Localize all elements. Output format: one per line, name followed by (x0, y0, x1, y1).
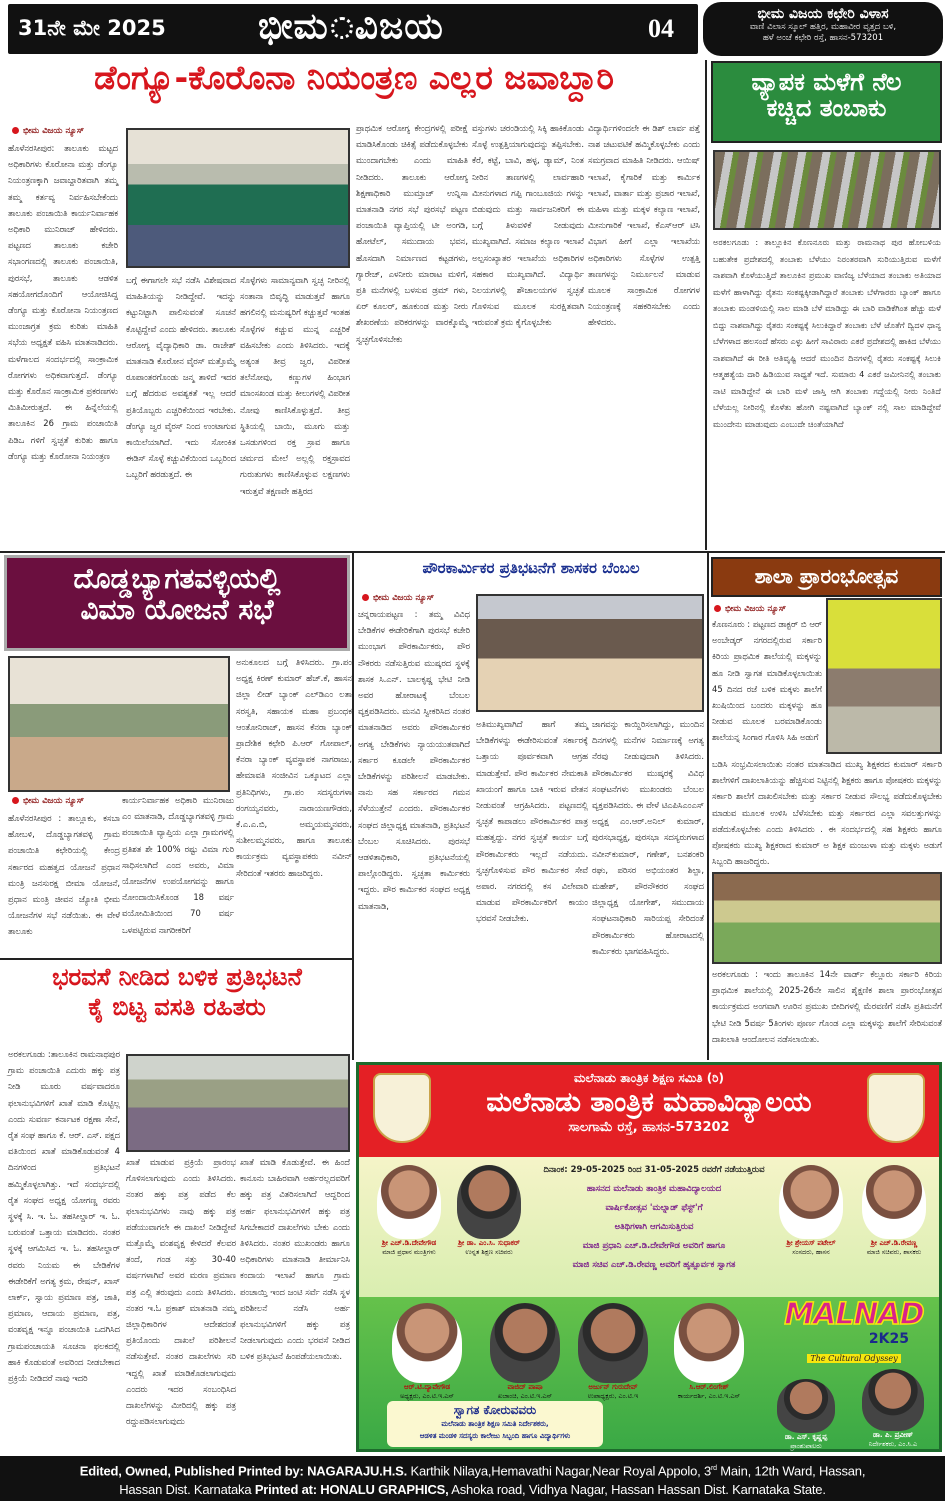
welcome-title: ಸ್ವಾಗತ ಕೋರುವವರು (453, 1403, 537, 1417)
printer-address: Ashoka road, Vidhya Nagar, Hassan Hassan Dist. Karnataka State. (451, 1482, 826, 1498)
ad-welcome-box (387, 1401, 603, 1447)
guest-name: ಶ್ರೀ ಎಚ್.ಡಿ.ರೇವಣ್ಣ (870, 1239, 918, 1247)
story2-headline-box (711, 61, 942, 143)
story5-photo-school-lunch (826, 598, 942, 754)
host-role: ಖಜಾಂಚಿ, ಎಂ.ಟಿ.ಇ.ಎಸ್ (497, 1392, 553, 1400)
story1-col1: ಹೊಳೆನರಸೀಪುರ: ತಾಲೂಕು ಮಟ್ಟದ ಅಧಿಕಾರಿಗಳು ಕೊರೋನಾ ಮತ್ತು ಡೆಂಗ್ಯೂ ನಿಯಂತ್ರಣಕ್ಕಾಗಿ ಜವಾಬ್ದಾರಿತವಾಗಿ ತಮ್ಮ ತಮ್ಮ ಕರ್ತವ್ಯ ನಿರ್ವಹಿಸಬೇಕೆಂದು ತಾಲೂಕು ಪಂಚಾಯಿತಿ ಕಾರ್ಯನಿರ್ವಾಹಕ ಅಧಿಕಾರಿ ಮುನಿರಾಜ್ ಹೇಳಿದರು. ಪಟ್ಟಣದ ತಾಲೂಕು ಕಚೇರಿ ಸಭಾಂಗಣದಲ್ಲಿ ತಾಲೂಕು ಪಂಚಾಯಿತಿ, ಪುರಸಭೆ, ತಾಲೂಕು ಆಡಳಿತ ಸಹಯೋಗದೊಂದಿಗೆ ಆಯೋಜಿಸಿದ್ದ ಡೆಂಗ್ಯೂ ಮತ್ತು ಕೊರೋನಾ ನಿಯಂತ್ರಣದ ಮುಂಜಾಗ್ರತ ಕ್ರಮ ಕುರಿತು ಮಾಹಿತಿ ಸಭೆಯ ಅಧ್ಯಕ್ಷತೆ ವಹಿಸಿ ಮಾತನಾಡಿದರು. ಮಳೆಗಾಲದ ಸಂದರ್ಭದಲ್ಲಿ ಸಾಂಕ್ರಾಮಿಕ ರೋಗಗಳು ಅಧಿಕವಾಗುತ್ತದೆ. ಡೆಂಗ್ಯೂ ಮತ್ತು ಕೊರೊನ ಸಾಂಕ್ರಾಮಿಕ ಪ್ರಕರಣಗಳು ಮಿತಿಮೀರುತ್ತದೆ. ಈ ಹಿನ್ನೆಲೆಯಲ್ಲಿ ತಾಲೂಕಿನ 26 ಗ್ರಾಮ ಪಂಚಾಯಿತಿ ಪಿಡಿಒ ಗಳಿಗೆ ಸ್ವಚ್ಛತೆ ಕುರಿತು ಹಾಗೂ ಡೆಂಗ್ಯೂ ಮತ್ತು ಕೊರೋನಾ ನಿಯಂತ್ರಣ (8, 143, 118, 461)
story1-col3: ಸೊಳ್ಳೆಗಳು ಸಾಮಾನ್ಯವಾಗಿ ಸ್ವಚ್ಛ ನೀರಿನಲ್ಲಿ ಸಂತಾನಾ ಬಿವೃದ್ಧಿ ಮಾಡುತ್ತವೆ ಹಾಗೂ ಹಗಲಿನಲ್ಲಿ ಮನುಷ್ಯರಿಗೆ ಕಚ್ಚುತ್ತವೆ ಇಂತಹ ಸೊಳ್ಳೆಗಳ ಕಚ್ಚುವ ಮುನ್ನ ಎಚ್ಚರಿಕೆ ವಹಿಸಬೇಕು ಎಂದು ತಿಳಿಸಿದರು. ಇದಕ್ಕೆ ಅತ್ಯಂತ ತೀವ್ರ ಜ್ವರ, ವಿಪರೀತ ತಲೆನೋವು, ಕಣ್ಣುಗಳ ಹಿಂಭಾಗ ಮಾಂಸಖಂಡ ಮತ್ತು ಕೀಲುಗಳಲ್ಲಿ ವಿಪರೀತ ನೋವು ಕಾಣಿಸಿಕೊಳ್ಳುತ್ತದೆ. ತೀವ್ರ ಸ್ಥಿತಿಯಲ್ಲಿ ಬಾಯಿ, ಮೂಗು ಮತ್ತು ಒಸಡುಗಳಿಂದ ರಕ್ತ ಸ್ರಾವ ಹಾಗೂ ಚರ್ಮದ ಮೇಲೆ ಅಲ್ಲಲ್ಲಿ ರಕ್ತಸ್ರಾವದ ಗುರುತುಗಳು ಕಾಣಿಸಿಕೊಳ್ಳುವ ಲಕ್ಷಣಗಳು ಇರುತ್ತವೆ ತಕ್ಷಣವೇ ಹತ್ತಿರದ (240, 275, 350, 496)
ad-host (479, 1303, 571, 1401)
ad-line-3: ಅತಿಥಿಗಳಾಗಿ ಆಗಮಿಸುತ್ತಿರುವ (614, 1222, 694, 1232)
host-name: ವಾಜಿದ್ ಪಾಷಾ (507, 1383, 543, 1391)
college-advertisement (356, 1062, 942, 1452)
college-emblem-right-icon (867, 1073, 925, 1143)
staff-name: ಡಾ. ಎಸ್. ಕೃಷ್ಣಪ್ಪ (784, 1433, 828, 1441)
guest-role: ಮಾಜಿ ಸಚಿವರು, ಶಾಸಕರು (866, 1248, 922, 1256)
story1-col4: ಪ್ರಾಥಮಿಕ ಆರೋಗ್ಯ ಕೇಂದ್ರಗಳಲ್ಲಿ ಪರೀಕ್ಷೆ ಮಾಡಿಸಿಕೊಂಡು ಚಿಕಿತ್ಸೆ ಪಡೆದುಕೊಳ್ಳಬೇಕು ಮುಂದಾಗಬೇಕು ಎಂದು ಮಾಹಿತಿ ನೀಡಿದರು. ತಾಲೂಕು ಆರೋಗ್ಯ ಶಿಕ್ಷಣಾಧಿಕಾರಿ ಮುಮ್ತಾಜ್ ಉನ್ನಿಸಾ ಮಾತನಾಡಿ ನಗರ ಸಭೆ ಪುರಸಭೆ ಪಟ್ಟಣ ಪಂಚಾಯಿತಿ ವ್ಯಾಪ್ತಿಯಲ್ಲಿ ಟೀ ಅಂಗಡಿ, ಹೋಟೆಲ್, ಸಮುದಾಯ ಭವನ, ಹೊಸದಾಗಿ ನಿರ್ಮಾಣದ ಕಟ್ಟಡಗಳು, ಗ್ಯಾರೇಜ್, ಎಳನೀರು ಮಾರಾಟ ಮಳಿಗೆ, ಪ್ರತಿ ಮನೆಗಳಲ್ಲಿ ಬಳಸುವ ಡ್ರಮ್ ಗಳು, ಏರ್ ಕೂಲರ್, ಹೂಕುಂಡ ಮತ್ತು ನೀರು ಶೇಖರಣೆಯ ಪರಿಕರಗಳನ್ನು ವಾರಕ್ಕೊಮ್ಮೆ ಸ್ವಚ್ಛಗೊಳಿಸಬೇಕು (356, 123, 468, 344)
fest-logo-text: MALNAD (784, 1297, 924, 1332)
chakra-icon (331, 17, 353, 39)
column-divider (352, 553, 354, 1060)
ad-host (659, 1303, 759, 1401)
section-divider (0, 551, 945, 553)
host-role: ಕಾರ್ಯದರ್ಶಿ, ಎಂ.ಟಿ.ಇ.ಎಸ್ (677, 1392, 741, 1400)
publisher-address: Karthik Nilaya,Hemavathi Nagar,Near Royal Appolo, 3 (410, 1463, 711, 1479)
page-number: 04 (648, 14, 674, 43)
story6-col1: ಅರಕಲಗೂಡು :ತಾಲೂಕಿನ ರಾಮನಾಥಪುರ ಗ್ರಾಮ ಪಂಚಾಯಿತಿ ಎದುರು ಹಕ್ಕು ಪತ್ರ ನೀಡಿ ಮೂರು ವರ್ಷವಾದರೂ ಫಲಾನುಭವಿಗಳಿಗೆ ಖಾತೆ ಮಾಡಿ ಕೊಟ್ಟಿಲ್ಲ ಎಂದು ಸುವರ್ಣ ಕರ್ನಾಟಕ ರಕ್ಷಣಾ ಸೇನೆ, ರೈತ ಸಂಘ ಹಾಗೂ ಕೆ. ಆರ್. ಎಸ್. ಪಕ್ಷದ ವತಿಯಿಂದ ಖಾತೆ ಮಾಡಿಕೊಡುವಂತೆ 4 ದಿನಗಳಿಂದ ಪ್ರತಿಭಟನೆ ಹಮ್ಮಿಕೊಳ್ಳಲಾಗಿತ್ತು. ಇದೆ ಸಂದರ್ಭದಲ್ಲಿ ರೈತ ಸಂಘದ ಅಧ್ಯಕ್ಷ ಯೋಗಣ್ಣ ರವರು ಸ್ಥಳಕ್ಕೆ ಸಿ. ಇ. ಓ. ತಹಸೀಲ್ದಾರ್ ಇ. ಓ. ಬರುವಂತೆ ಒತ್ತಾಯ ಮಾಡಿದರು. ನಂತರ ಸ್ಥಳಕ್ಕೆ ಆಗಮಿಸಿದ ಇ. ಓ. ತಹಸೀಲ್ದಾರ್ ರವರು ನಿಯಮ ಈ ಬೇಡಿಕೆಗಳ ಈಡೇರಿಕೆಗೆ ಅಗತ್ಯ ಕ್ರಮ, ರೇಷನ್, ಖಾಸ್ ಲಾರ್ಕ್, ಸ್ವಾಯ ಪ್ರಮಾಣ ಪತ್ರ, ಜಾತಿ, ಪ್ರಮಾಣ, ಆದಾಯ ಪ್ರಮಾಣ, ಪತ್ರ, ವಂಶವೃಕ್ಷ ಇನ್ನೂ ಪಂಚಾಯಿತಿ ಒದಗಿಸಿದ ಗ್ರಾಮಪಂಚಾಯತಿ ಸೂಚನಾ ಫಲಕದಲ್ಲಿ ಹಾಕಿ ಕೊಡುವಂತೆ ಅವರಿಂದ ನೀಡಬೇಕಾದ ಪ್ರಕ್ರಿಯೆ ನೀಡಿದರೆ ನಾವು ಇದರಿ (8, 1049, 120, 1384)
guest-photo (779, 1165, 843, 1239)
host-name: ಸಿ.ಆರ್.ಲಿಂಗೇಶ್ (689, 1383, 729, 1391)
story5-byline (714, 602, 824, 616)
story1-col5: ವಸ್ತುಗಳು ಚರಂಡಿಯಲ್ಲಿ ಸಿಕ್ಕಿ ಹಾಕಿಕೊಂಡು ಸೊಳ್ಳೆ ಉತ್ಪತ್ತಿಯಾಗುವುದನ್ನು ತಪ್ಪಿಸಬೇಕು. ಕೆರೆ, ಕಟ್ಟೆ, ಬಾವಿ, ಹಳ್ಳ, ಡ್ಯಾಮ್, ನಿಂತ ನೀರಿನ ತಾಣಗಳಲ್ಲಿ ಲಾರ್ವಹಾರಿ ಮೀನುಗಳಾದ ಗಪ್ಪಿ ಗಾಂಬೂಜಿಯ ಗಳನ್ನು ಬಿಡುವುದು ಮತ್ತು ಸಾರ್ವಜನಿಕರಿಗೆ ಈ ಬಗ್ಗೆ ತಿಳುವಳಿಕೆ ನೀಡುವುದು ಮುಖ್ಯವಾಗಿದೆ. ಸಮಾಜ ಕಲ್ಯಾಣ ಇಲಾಖೆ ಅಲ್ಪಸಂಖ್ಯಾತರ ಇಲಾಖೆಯ ಅಧಿಕಾರಿಗಳ ಸಹಕಾರ ಮುಖ್ಯವಾಗಿದೆ. ವಿದ್ಯಾರ್ಥಿ ನಿಲಯಗಳಲ್ಲಿ ಶೌಚಾಲಯಗಳ ಸ್ವಚ್ಛತೆ ಗೊಳಿಸುವ ಮೂಲಕ ಸುರಕ್ಷಿತವಾಗಿ ಇರುವಂತೆ ಕ್ರಮ ಕೈಗೊಳ್ಳಬೇಕು (472, 123, 584, 328)
host-role: ಅಧ್ಯಕ್ಷರು, ಎಂ.ಟಿ.ಇ.ಎಸ್ (400, 1392, 454, 1400)
story4-col2: ಅತಿಮುಖ್ಯವಾಗಿದೆ ಹಾಗೆ ತಮ್ಮ ಬೇಡಿಕೆಗಳನ್ನು ಈಡೇರಿಸುವಂತೆ ಸರ್ಕಾರಕ್ಕೆ ಒತ್ತಾಯ ಪೂರ್ವಕವಾಗಿ ಆಗ್ರಹ ಮಾಡುತ್ತೇವೆ. ಪೌರ ಕಾರ್ಮಿಕರ ನೇಮಕಾತಿ ಖಾಯಂಗೆ ಹಾಗೂ ಬಾಕಿ ಇರುವ ವೇತನ ನೀಡುವಂತೆ ಆಗ್ರಹಿಸಿದರು. ಪಟ್ಟಣದಲ್ಲಿ ಸ್ವಚ್ಛತೆ ಕಾಪಾಡಲು ಪೌರಕಾರ್ಮಿಕರ ಪಾತ್ರ ಮಹತ್ವದ್ದು. ನಗರ ಸ್ವಚ್ಛತೆ ಕಾರ್ಯ ಬಗ್ಗೆ ಪೌರಕಾರ್ಮಿಕರು ಇಲ್ಲದೆ ನಡೆಯದು. ಸ್ವಚ್ಛಗೊಳಿಸುವ ಪೌರ ಕಾರ್ಮಿಕರ ಸೇವೆ ಅಪಾರ. ನಗರದಲ್ಲಿ ಕಸ ವಿಲೇವಾರಿ ಮಾಡುವ ಪೌರಕಾರ್ಮಿಕರಿಗೆ ಕಾಯಂ ಭರವಸೆ ನೀಡಬೇಕು. (476, 719, 588, 924)
story4-col3: ಜಾಗವನ್ನು ಕಾಯ್ದಿರಿಸಲಾಗಿದ್ದು, ಮುಂದಿನ ದಿನಗಳಲ್ಲಿ ಮನೆಗಳ ನಿರ್ಮಾಣಕ್ಕೆ ಅಗತ್ಯ ನೆರವು ನೀಡುವುದಾಗಿ ತಿಳಿಸಿದರು. ಪೌರಕಾರ್ಮಿಕರ ಮುಷ್ಕರಕ್ಕೆ ವಿವಿಧ ಸಂಘಟನೆಗಳು ಮುಖಂಡರು ಬೆಂಬಲ ವ್ಯಕ್ತಪಡಿಸಿದರು. ಈ ವೇಳೆ ಟಿಎಪಿಸಿಎಂಎಸ್ ಅಧ್ಯಕ್ಷ ಎಂ.ಆರ್.ಅನಿಲ್ ಕುಮಾರ್, ಪುರಸಭಾಧ್ಯಕ್ಷ, ಪುರಸಭಾ ಸದಸ್ಯರುಗಳಾದ ನವೀನ್‌ಕುಮಾರ್, ಗಣೇಶ್, ಬನಶಂಕರಿ ರಘು, ಪರಿಸರ ಅಭಿಯಂತರ ಶಿಲ್ಪಾ, ಮಹೇಶ್, ಪೌರನೌಕರರ ಸಂಘದ ಜಿಲ್ಲಾಧ್ಯಕ್ಷ ಯೋಗೇಶ್, ಸಮುದಾಯ ಸಂಘಟನಾಧಿಕಾರಿ ಸಾರಿಯಪ್ಪ ಸೇರಿದಂತೆ ಪೌರಕಾರ್ಮಿಕರು ಹೋರಾಟದಲ್ಲಿ ಕಾರ್ಮಿಕರು ಭಾಗವಹಿಸಿದ್ದರು. (592, 719, 704, 956)
office-address-line-1: ವಾಣಿ ವಿಲಾಸ ಸ್ಕೂಲ್ ಹತ್ತಿರ, ಮಹಾವೀರ ವೃತ್ತದ ಬಳಿ, (749, 22, 897, 32)
story5-col1: ಕೊಣನೂರು : ಪಟ್ಟಣದ ಡಾಕ್ಟರ್ ಬಿ ಆರ್ ಅಂಬೇಡ್ಕರ್ ನಗರದಲ್ಲಿರುವ ಸರ್ಕಾರಿ ಕಿರಿಯ ಪ್ರಾಥಮಿಕ ಶಾಲೆಯಲ್ಲಿ ಮಕ್ಕಳನ್ನು ಹೂ ನೀಡಿ ಸ್ವಾಗತ ಮಾಡಿಕೊಳ್ಳಲಾಯಿತು 45 ದಿನದ ರಜೆ ಬಳಿಕ ಮಕ್ಕಳು ಶಾಲೆಗೆ ಖುಷಿಯಿಂದ ಬಂದರು ಮಕ್ಕಳನ್ನು ಹೂ ನೀಡುವ ಮೂಲಕ ಬರಮಾಡಿಕೊಂಡು ಶಾಲೆಯನ್ನ ಸಿಂಗಾರ ಗೊಳಿಸಿ ಸಿಹಿ ಅಡುಗೆ (712, 619, 822, 743)
story3-photo-insurance-meeting (8, 656, 230, 792)
staff-role: ನಿರ್ದೇಶಕರು, ಎಂ.ಸಿ.ಎ (868, 1440, 918, 1448)
story5-col3: ಅರಕಲಗೂಡು : ಇಂದು ತಾಲೂಕಿನ 14ನೇ ವಾರ್ಡ್ ಕೆಲ್ಲೂರು ಸರ್ಕಾರಿ ಕಿರಿಯ ಪ್ರಾಥಮಿಕ ಶಾಲೆಯಲ್ಲಿ 2025-26ನೇ ಸಾಲಿನ ಶೈಕ್ಷಣಿಕ ಶಾಲಾ ಪ್ರಾರಂಭೋತ್ಸವ ಕಾರ್ಯಕ್ರಮದ ಅಂಗವಾಗಿ ಊರಿನ ಪ್ರಮುಖ ಬೀದಿಗಳಲ್ಲಿ ಮೆರವಣಿಗೆ ನಡೆಸಿ ಪ್ರತಿಮನೆಗೆ ಭೇಟಿ ನೀಡಿ 5ವರ್ಷ 5ತಿಂಗಳು ಪೂರ್ಣ ಗೊಂಡ ಎಲ್ಲಾ ಮಕ್ಕಳನ್ನು ಶಾಲೆಗೆ ಸೇರಿಸುವಂತೆ ದಾಖಲಾತಿ ಆಂದೋಲನ ನಡೆಸಲಾಯಿತು. (712, 969, 942, 1044)
fest-year: 2K25 (868, 1331, 909, 1347)
guest-role: ಉನ್ನತ ಶಿಕ್ಷಣ ಸಚಿವರು (465, 1248, 513, 1256)
story6-headline-box (4, 962, 350, 1022)
story5-headline: ಶಾಲಾ ಪ್ರಾರಂಭೋತ್ಸವ (754, 564, 899, 588)
ad-line-2: ವಾರ್ಷಿಕೋತ್ಸವ 'ಮಲ್ನಾಡ್ ಫೆಸ್ಟ್'ಗೆ (605, 1203, 703, 1213)
story3-headline-line2: ವಿಮಾ ಯೋಜನೆ ಸಭೆ (80, 592, 274, 626)
office-title: ಭೀಮ ವಿಜಯ ಕಛೇರಿ ವಿಳಾಸ (757, 6, 889, 22)
section-divider (0, 958, 352, 960)
ad-guest (771, 1165, 851, 1257)
publisher-district: Hassan Dist. Karnataka (119, 1482, 252, 1498)
bullet-icon (12, 797, 19, 804)
guest-role: ಸಂಸದರು, ಹಾಸನ (792, 1248, 830, 1256)
staff-photo (777, 1379, 835, 1433)
ad-banner (359, 1065, 939, 1157)
story2-headline-line2: ಕಚ್ಚಿದ ತಂಬಾಕು (766, 94, 887, 123)
story3-col2: ಕಾರ್ಯನಿರ್ವಾಹಕ ಅಧಿಕಾರಿ ಮುನಿರಾಜು ಎಂ ಮಾತನಾಡಿ, ದೊಡ್ಡಬ್ಯಾಗತವಳ್ಳಿ ಗ್ರಾಮ ಪಂಚಾಯಿತಿ ವ್ಯಾಪ್ತಿಯ ಎಲ್ಲಾ ಗ್ರಾಮಗಳಲ್ಲಿ ಪ್ರತಿಶತ ಶೇ 100% ರಷ್ಟು ವಿಮಾ ಗುರಿ ಸಾಧಿಸಲಾಗಿದೆ ಎಂದ ಅವರು, ವಿಮಾ ಯೋಜನೆಗಳ ಉಪಯೋಗವನ್ನು ಹಾಗೂ ನೋಂದಾಯಿಸಿಕೊಂಡ 18 ವರ್ಷ ವಯೋಮಿತಿಯಿಂದ 70 ವರ್ಷ ಒಳಪಟ್ಟಿರುವ ನಾಗರೀಕರಿಗೆ (122, 795, 234, 935)
story1-col2: ಬಗ್ಗೆ ಈಗಾಗಲೇ ಸಭೆ ನಡೆಸಿ ವಿಶೇಷವಾದ ಮಾಹಿತಿಯನ್ನು ನೀಡಿದ್ದೇವೆ. ಇದನ್ನು ಕಟ್ಟುನಿಟ್ಟಾಗಿ ಪಾಲಿಸುವಂತೆ ಸೂಚನೆ ಕೊಟ್ಟಿದ್ದೇವೆ ಎಂದು ಹೇಳಿದರು. ತಾಲೂಕು ಆರೋಗ್ಯ ವೈದ್ಯಾಧಿಕಾರಿ ಡಾ. ರಾಜೇಶ್ ಮಾತನಾಡಿ ಕೊರೋನ ವೈರಸ್ ಮತ್ತೊಮ್ಮೆ ರೂಪಾಂತರಗೊಂಡು ಜನ್ಮ ತಾಳಿದೆ ಇದರ ಬಗ್ಗೆ ಹೆದರುವ ಅವಶ್ಯಕತೆ ಇಲ್ಲ ಆದರೆ ಪ್ರತಿಯೊಬ್ಬರು ಎಚ್ಚರಿಕೆಯಿಂದ ಇರಬೇಕು. ಡೆಂಗ್ಯೂ ಜ್ವರ ವೈರಸ್ ನಿಂದ ಉಂಟಾಗುವ ಕಾಯಿಲೆಯಾಗಿದೆ. ಇದು ಸೋಂಕಿತ ಈಡಿಸ್ ಸೊಳ್ಳೆ ಕಚ್ಚುವಿಕೆಯಿಂದ ಒಬ್ಬರಿಂದ ಒಬ್ಬರಿಗೆ ಹರಡುತ್ತದೆ. ಈ (126, 275, 236, 480)
host-photo (392, 1303, 462, 1383)
story6-photo-protest (126, 1054, 350, 1152)
story1-headline: ಡೆಂಗ್ಯೂ-ಕೊರೊನಾ ನಿಯಂತ್ರಣ ಎಲ್ಲರ ಜವಾಬ್ದಾರಿ (94, 58, 614, 97)
column-divider (705, 60, 707, 550)
story1-photo-meeting (126, 128, 350, 268)
story4-photo-protest (476, 594, 704, 712)
bullet-icon (12, 127, 19, 134)
story3-col1: ಹೊಳೆನರಸೀಪುರ : ತಾಲ್ಲೂಕು, ಕಸಬಾ ಹೋಬಳಿ, ದೊಡ್ಡಬ್ಯಾಗತವಳ್ಳಿ ಗ್ರಾಮ ಪಂಚಾಯಿತಿ ಕಛೇರಿಯಲ್ಲಿ ಕೇಂದ್ರ ಸರ್ಕಾರದ ಮಹತ್ವದ ಯೋಜನೆ ಪ್ರಧಾನ ಮಂತ್ರಿ ಜನಸುರಕ್ಷ ಬೀಮಾ ಯೋಜನೆ, ಪ್ರಧಾನ ಮಂತ್ರಿ ಜೀವನ ಜ್ಯೋತಿ ಭೀಮ ಯೋಜನೆಗಳ ಸಭೆ ನಡೆಯಿತು. ಈ ವೇಳೆ ತಾಲೂಕು (8, 813, 120, 937)
ad-guest (449, 1165, 529, 1257)
ad-invite-text (509, 1161, 799, 1275)
ad-host (381, 1303, 473, 1401)
story6-headline-line2: ಕೈ ಬಿಟ್ಟ ವಸತಿ ರಹಿತರು (88, 993, 266, 1021)
byline-text: ಭೀಮ ವಿಜಯ ನ್ಯೂಸ್ (23, 796, 85, 806)
ad-host (567, 1303, 659, 1401)
story5-photo-school-gate (712, 872, 942, 964)
host-photo (674, 1303, 744, 1383)
ad-line-4: ಮಾಜಿ ಪ್ರಧಾನಿ ಎಚ್.ಡಿ.ದೇವೇಗೌಡ ಅವರಿಗೆ ಹಾಗೂ (582, 1241, 726, 1251)
publisher-label: Edited, Owned, Published Printed by: NAGARAJU.H.S. (79, 1463, 408, 1479)
story6-col2: ಖಾತೆ ಮಾಡುವ ಪ್ರಕ್ರಿಯೆ ಪ್ರಾರಂಭ ಗೊಳಿಸಲಾಗುವುದು ಎಂದು ತಿಳಿಸಿದರು. ನಂತರ ಹಕ್ಕು ಪತ್ರ ಪಡೆದ ಕೆಲ ಫಲಾನುಭವಿಗಳು ನಾವು ಹಕ್ಕು ಪತ್ರ ಪಡೆಯುವಾಗಲೇ ಈ ದಾಖಲೆ ನೀಡಿದ್ದೇವೆ ಮತ್ತೊಮ್ಮೆ ವಂಶವೃಕ್ಷ ಕೇಳಿದರೆ ಕೆಲವರ ತಂದೆ, ಗಂಡ ಸತ್ತು 30-40 ವರ್ಷಗಳಾಗಿವೆ ಅವರ ಮರಣ ಪ್ರಮಾಣ ಪತ್ರ ಎಲ್ಲಿ ತರುವುದು ಎಂದು ತಿಳಿಸಿದರು. ನಂತರ ಇ.ಓ ಪ್ರಕಾಶ್ ಮಾತನಾಡಿ ನಮ್ಮ ಜಿಲ್ಲಾಧಿಕಾರಿಗಳ ಆದೇಶದಂತೆ ಪ್ರತಿಯೊಂದು ದಾಖಲೆ ಪರಿಶೀಲನೆ ನಡೆಸುತ್ತೇವೆ. ನಂತರ ದಾಖಲೆಗಳು ಸರಿ ಇದ್ದಲ್ಲಿ ಖಾತೆ ಮಾಡಿಕೊಡಲಾಗುವುದು ಎಂದರು ಇದರ ಸಂಬಂಧಿಸಿದ ದಾಖಲೆಗಳನ್ನು ಮೀರಿದಲ್ಲಿ ಹಕ್ಕು ಪತ್ರ ರದ್ದುಪಡಿಸಲಾಗುವುದು (126, 1157, 236, 1427)
office-address-line-2: ಹಳೆ ಅಂಚೆ ಕಛೇರಿ ರಸ್ತೆ, ಹಾಸನ-573201 (762, 33, 884, 43)
ad-staff (769, 1379, 843, 1451)
staff-photo (862, 1369, 924, 1431)
welcome-line-1: ಮಲೆನಾಡು ತಾಂತ್ರಿಕ ಶಿಕ್ಷಣ ಸಮಿತಿ ನಿರ್ದೇಶಕರು, (441, 1420, 549, 1428)
logo-left-word: ಭೀಮ (258, 6, 329, 47)
story6-col3: ಖಾತೆ ಮಾಡಿ ಕೊಡುತ್ತೇವೆ. ಈ ಹಿಂದೆ ಕಾನೂನು ಬಾಹಿರವಾಗಿ ಅರ್ಹರಲ್ಲದವರಿಗೆ ಹಕ್ಕು ಪತ್ರ ವಿತರಿಸಲಾಗಿದೆ ಆದ್ದರಿಂದ ಅರ್ಹ ಫಲಾನುಭವಿಗಳಿಗೆ ಹಕ್ಕು ಪತ್ರ ಸಿಗಬೇಕಾದರೆ ದಾಖಲೆಗಳು ಬೇಕು ಎಂದು ತಿಳಿಸಿದರು. ನಂತರ ಮುಖಂಡರು ಹಾಗೂ ಅಧಿಕಾರಿಗಳು ಮಾತನಾಡಿ ತೀರ್ಮಾನಿಸಿ ಕಂದಾಯ ಇಲಾಖೆ ಹಾಗೂ ಗ್ರಾಮ ಪಂಚಾಯ್ತಿ ಇಂದ ಜಂಟಿ ಸರ್ವೆ ನಡೆಸಿ ಸ್ಥಳ ಪರಿಶೀಲನೆ ನಡೆಸಿ ಅರ್ಹ ಫಲಾನುಭವಿಗಳಿಗೆ ಹಕ್ಕು ಪತ್ರ ನೀಡಲಾಗುವುದು ಎಂದು ಭರವಸೆ ನೀಡಿದ ಬಳಿಕ ಪ್ರತಿಭಟನೆ ಹಿಂಪಡೆಯಲಾಯಿತು. (240, 1157, 350, 1362)
host-name: ಅರ್ಜುನ್ ಗುರುದೇವ್ (588, 1383, 638, 1391)
guest-name: ಶ್ರೀ ಡಾ. ಎಂ.ಸಿ. ಸುಧಾಕರ್ (458, 1239, 520, 1247)
story4-byline (362, 591, 472, 605)
ad-society-name: ಮಲೆನಾಡು ತಾಂತ್ರಿಕ ಶಿಕ್ಷಣ ಸಮಿತಿ (ರಿ) (573, 1071, 725, 1085)
imprint-line-2 (0, 1480, 945, 1499)
bullet-icon (362, 594, 369, 601)
story4-headline: ಪೌರಕಾರ್ಮಿಕರ ಪ್ರತಿಭಟನೆಗೆ ಶಾಸಕರ ಬೆಂಬಲ (422, 559, 640, 577)
ad-line-5: ಮಾಜಿ ಸಚಿವ ಎಚ್.ಡಿ.ರೇವಣ್ಣ ಅವರಿಗೆ ಹೃತ್ಪೂರ್ವಕ ಸ್ವಾಗತ (572, 1260, 736, 1270)
byline-text: ಭೀಮ ವಿಜಯ ನ್ಯೂಸ್ (725, 604, 787, 614)
guest-name: ಶ್ರೀ ಶ್ರೇಯಸ್ ಪಟೇಲ್ (786, 1239, 836, 1247)
staff-name: ಡಾ. ಪಿ. ಪ್ರವೀಣ್ (872, 1431, 914, 1439)
imprint-line-1 (0, 1459, 945, 1480)
bullet-icon (714, 605, 721, 612)
host-photo (490, 1303, 560, 1383)
story3-byline (12, 794, 122, 808)
story1-col6: ವಿದ್ಯಾರ್ಥಿಗಳಿಂದಲೇ ಈ ಡಿಶ್ ಲಾರ್ವ ಪತ್ತೆ ನಾಶ ಚಟುವಟಿಕೆ ಹಮ್ಮಿಕೊಳ್ಳಬೇಕು ಎಂದು ಸಮಗ್ರವಾದ ಮಾಹಿತಿ ನೀಡಿದರು. ಆಯಿಷ್ ಇಲಾಖೆ, ಕೈಗಾರಿಕೆ ಮತ್ತು ಕಾರ್ಮಿಕ ಇಲಾಖೆ, ವಾರ್ತಾ ಮತ್ತು ಪ್ರಚಾರ ಇಲಾಖೆ, ಮಹಿಳಾ ಮತ್ತು ಮಕ್ಕಳ ಕಲ್ಯಾಣ ಇಲಾಖೆ, ಮೀನುಗಾರಿಕೆ ಇಲಾಖೆ, ಕೆಎಸ್ಆರ್ ಟಿಸಿ ವಿಭಾಗ ಹೀಗೆ ಎಲ್ಲಾ ಇಲಾಖೆಯ ಅಧಿಕಾರಿಗಳು ಸೊಳ್ಳೆಗಳ ಉತ್ಪತ್ತಿ ತಾಣಗಳನ್ನು ನಿರ್ಮೂಲನೆ ಮಾಡುವ ಮೂಲಕ ಸಾಂಕ್ರಾಮಿಕ ರೋಗಗಳ ನಿಯಂತ್ರಣಕ್ಕೆ ಸಹಕರಿಸಬೇಕು ಎಂದು ಹೇಳಿದರು. (588, 123, 700, 328)
imprint-footer (0, 1456, 945, 1501)
ordinal-suffix: rd (711, 1465, 717, 1472)
ad-staff (853, 1369, 933, 1449)
ad-guest (369, 1165, 449, 1257)
story5-col2: ಬಡಿಸಿ ಸಂಭ್ರಮಿಸಲಾಯಿತು ನಂತರ ಮಾತನಾಡಿದ ಮುಖ್ಯ ಶಿಕ್ಷಕರದ ಕುಮಾರ್ ಸರ್ಕಾರಿ ಶಾಲೆಗಳಿಗೆ ದಾಖಲಾತಿಯನ್ನು ಹೆಚ್ಚಿಸುವ ನಿಟ್ಟಿನಲ್ಲಿ ಶಿಕ್ಷಕರು ಹಾಗೂ ಪೋಷಕರು ಮಕ್ಕಳನ್ನು ಸರ್ಕಾರಿ ಶಾಲೆಗೆ ದಾಖಲಿಸಬೇಕು ಮತ್ತು ಸರ್ಕಾರ ನೀಡುವ ಸೌಲಭ್ಯ ಪಡೆದುಕೊಳ್ಳಬೇಕು ಮಾಡುವ ಮೂಲಕ ಉಳಿಸಿ ಬೆಳೆಸಬೇಕು ಮತ್ತು ಸರ್ಕಾರದ ಎಲ್ಲಾ ಸವಲತ್ತುಗಳನ್ನು ಪಡೆದುಕೊಳ್ಳಬೇಕು ಎಂದು ತಿಳಿಸಿದರು . ಈ ಸಂದರ್ಭದಲ್ಲಿ ಸಹ ಶಿಕ್ಷಕರು ಹಾಗೂ ಪೋಷಕರು ಮುಖ್ಯ ಶಿಕ್ಷಕರಾದ ಕುಮಾರ್ ಅ ಶಿಕ್ಷಕ ಮಂಜುಳಾ ಮತ್ತು ಮಕ್ಕಳು ಅಡುಗೆ ಸಿಬ್ಬಂದಿ ಹಾಜರಿದ್ದರು. (712, 759, 942, 867)
story1-byline (12, 124, 122, 138)
host-role: ಉಪಾಧ್ಯಕ್ಷರು, ಎಂ.ಟಿ.ಇ (587, 1392, 639, 1400)
college-emblem-left-icon (373, 1073, 431, 1143)
masthead-bar (8, 4, 698, 54)
byline-text: ಭೀಮ ವಿಜಯ ನ್ಯೂಸ್ (23, 126, 85, 136)
printer-label: Printed at: HONALU GRAPHICS, (254, 1482, 449, 1498)
welcome-line-2: ಆಡಳಿತ ಮಂಡಳಿ ಸದಸ್ಯರು ಕಾಲೇಜು ಸಿಬ್ಬಂದಿ ಹಾಗೂ ವಿದ್ಯಾರ್ಥಿಗಳು (419, 1432, 571, 1440)
ad-line-1: ಹಾಸನದ ಮಲೆನಾಡು ತಾಂತ್ರಿಕ ಮಹಾವಿದ್ಯಾಲಯದ (586, 1184, 722, 1194)
ad-date-line: ದಿನಾಂಕ: 29-05-2025 ರಿಂದ 31-05-2025 ರವರೆಗೆ ನಡೆಯುತ್ತಿರುವ (543, 1165, 765, 1175)
story2-headline-line1: ವ್ಯಾಪಕ ಮಳೆಗೆ ನೆಲ (751, 68, 902, 96)
story2-photo-tobacco-field (713, 150, 941, 230)
newspaper-logo (258, 6, 444, 48)
office-address-box (703, 2, 943, 56)
ad-college-address: ಸಾಲಗಾಮೆ ರಸ್ತೆ, ಹಾಸನ-573202 (568, 1120, 730, 1135)
story3-headline-box (4, 555, 350, 651)
ad-college-name: ಮಲೆನಾಡು ತಾಂತ್ರಿಕ ಮಹಾವಿದ್ಯಾಲಯ (486, 1087, 812, 1118)
issue-date: 31ನೇ ಮೇ 2025 (18, 16, 166, 40)
story3-col3: ಅನುಕೂಲದ ಬಗ್ಗೆ ತಿಳಿಸಿದರು. ಗ್ರಾ.ಪಂ ಅಧ್ಯಕ್ಷ ಕಿರಣ್ ಕುಮಾರ್ ಹೆಚ್.ಕೆ, ಹಾಸನ ಜಿಲ್ಲಾ ಲೀಡ್ ಬ್ಯಾಂಕ್ ಎಲ್‌ಡಿಎಂ ಲತಾ ಸರಸ್ವತಿ, ಸಹಾಯಕ ಮಹಾ ಪ್ರಬಂಧಕ ಆಂತೋನಿರಾಜ್, ಹಾಸನ ಕೆನರಾ ಬ್ಯಾಂಕ್ ಪ್ರಾದೇಶಿಕ ಕಛೇರಿ ಪಿ.ಆರ್ ಗೋಪಾಲ್, ಕೆನರಾ ಬ್ಯಾಂಕ್ ವ್ಯವಸ್ಥಾಪಕ ನಾಗರಾಜು, ಹೇಮಾವತಿ ಸಂಜೀವಿನ ಒಕ್ಕೂಟದ ಎಲ್ಲಾ ಪ್ರತಿನಿಧಿಗಳು, ಗ್ರಾ.ಪಂ ಸದಸ್ಯರುಗಳಾ ರಂಗಯ್ಯನವರು, ನಾರಾಯಣಗೌಡರು, ಕೆ.ಎ.ಎ.ಬಿ, ಅಮ್ಮಯಮ್ಮನವರು, ಸುಶೀಲಮ್ಮನವರು, ಹಾಗೂ ತಾಲೂಕು ಕಾರ್ಯಕ್ರಮ ವ್ಯವಸ್ಥಾಪಕರು ನವೀನ್ ಸೇರಿದಂತೆ ಇತರರು ಹಾಜರಿದ್ದರು. (236, 657, 352, 878)
guest-photo (862, 1165, 926, 1239)
guest-photo (377, 1165, 441, 1239)
logo-right-word: ವಿಜಯ (354, 6, 444, 47)
ad-guest (853, 1165, 935, 1257)
guest-role: ಮಾಜಿ ಪ್ರಧಾನ ಮಂತ್ರಿಗಳು (382, 1248, 436, 1256)
story6-headline-line1: ಭರವಸೆ ನೀಡಿದ ಬಳಿಕ ಪ್ರತಿಭಟನೆ (52, 963, 302, 991)
column-divider (707, 553, 709, 1060)
story5-headline-box (711, 557, 942, 597)
guest-name: ಶ್ರೀ ಎಚ್.ಡಿ.ದೇವೇಗೌಡ (381, 1239, 437, 1247)
publisher-address-cont: Main, 12th Ward, Hassan, (716, 1463, 866, 1479)
byline-text: ಭೀಮ ವಿಜಯ ನ್ಯೂಸ್ (373, 593, 435, 603)
guest-photo (457, 1165, 521, 1239)
malnad-fest-logo (779, 1297, 929, 1365)
host-photo (578, 1303, 648, 1383)
staff-role: ಪ್ರಾಂಶುಪಾಲರು (790, 1442, 822, 1450)
story2-body: ಅರಕಲಗೂಡು : ತಾಲ್ಲೂಕಿನ ಕೊಣನೂರು ಮತ್ತು ರಾಮನಾಥ ಪುರ ಹೋಬಳಿಯ ಬಹುತೇಕ ಪ್ರದೇಶದಲ್ಲಿ ತಂಬಾಕು ಬೆಳೆಯು ನಿರಂತರವಾಗಿ ಸುರಿಯುತ್ತಿರುವ ಮಳೆಗೆ ನಾಶವಾಗಿ ಕೊಳೆಯುತ್ತಿದೆ ತಾಲೂಕಿನ ಪ್ರಮುಖ ವಾಣಿಜ್ಯ ಬೆಳೆಯಾದ ತಂಬಾಕು ಅತಿಯಾದ ಮಳೆಗೆ ಹಾಳಾಗಿದ್ದು ರೈತನು ಸಂಕಷ್ಟಕ್ಕೀಡಾಗಿದ್ದಾರೆ ತಂಬಾಕು ಬೆಳೆಗಾರರು ಬ್ಯಾಂಕ್ ಹಾಗೂ ತಂಬಾಕು ಮಂಡಳಿಯಲ್ಲಿ ಸಾಲ ಮಾಡಿ ಬೆಳೆ ಮಾಡಿದ್ದು ಈ ಬಾರಿ ವಾಡಿಕೆಗಿಂತ ಹೆಚ್ಚು ಮಳೆ ಬಿದ್ದು ನಾಶವಾಗಿದ್ದು ರೈತರು ಸಂಕಷ್ಟಕ್ಕೆ ಸಿಲುಕಿದ್ದಾರೆ ತಂಬಾಕು ಬೆಳೆ ಜೊತೆಗೆ ದ್ವಿದಳ ಧಾನ್ಯ ಬೆಳೆಗಳಾದ ಹಲಸಂದೆ ಹೆಸರು ಎಳ್ಳು ಹೀಗೆ ಸಾವಿರಾರು ಎಕರೆ ಪ್ರದೇಶದಲ್ಲಿ ಹಾಕಿದ ಬೆಳೆಯು ನಾಶವಾಗಿದೆ ಈ ರೀತಿ ಅತಿವೃಷ್ಟಿ ಆದರೆ ಮುಂದಿನ ದಿನಗಳಲ್ಲಿ ರೈತರು ಸಂಕಷ್ಟಕ್ಕೆ ಸಿಲುಕಿ ಆತ್ಮಹತ್ಯೆಯ ದಾರಿ ಹಿಡಿಯುವ ಸಾಧ್ಯತೆ ಇದೆ. ಸುಮಾರು 4 ಎಕರೆ ಜಮೀನಿನಲ್ಲಿ ತಂಬಾಕು ನಾಟಿ ಮಾಡಿದ್ದೇನೆ ಈ ಬಾರಿ ಮಳೆ ಜಾಸ್ತಿ ಆಗಿ ತಂಬಾಕು ಗದ್ದೆಯಲ್ಲಿ ನೀರು ನಿಂತಿದೆ ಬೆಳೆಯಲ್ಲ ನೀರಿನಲ್ಲಿ ಕೊಳೆತು ಹೋಗಿ ನಷ್ಟವಾಗಿದೆ ಬ್ಯಾಂಕ್ ನಲ್ಲಿ ಸಾಲ ಮಾಡಿದ್ದೇವೆ ಮುಂದೇನು ಮಾಡುವುದು ಎಂಬುದೇ ಚಿಂತೆಯಾಗಿದೆ (713, 237, 941, 429)
story4-col1: ಚನ್ನರಾಯಪಟ್ಟಣ : ತಮ್ಮ ವಿವಿಧ ಬೇಡಿಕೆಗಳ ಈಡೇರಿಕೆಗಾಗಿ ಪುರಸಭೆ ಕಚೇರಿ ಮುಂಭಾಗ ಪೌರಕಾರ್ಮಿಕರು, ಪೌರ ನೌಕರರು ನಡೆಸುತ್ತಿರುವ ಮುಷ್ಕರದ ಸ್ಥಳಕ್ಕೆ ಶಾಸಕ ಸಿ.ಎನ್. ಬಾಲಕೃಷ್ಣ ಭೇಟಿ ನೀಡಿ ಅವರ ಹೋರಾಟಕ್ಕೆ ಬೆಂಬಲ ವ್ಯಕ್ತಪಡಿಸಿದರು. ಮನವಿ ಸ್ವೀಕರಿಸಿದ ನಂತರ ಮಾತನಾಡಿದ ಅವರು ಪೌರಕಾರ್ಮಿಕರ ಅಗತ್ಯ ಬೇಡಿಕೆಗಳು ನ್ಯಾಯಯುತವಾಗಿದೆ ಸರ್ಕಾರ ಕೂಡಲೇ ಪೌರಕಾರ್ಮಿಕರ ಬೇಡಿಕೆಗಳನ್ನು ಪರಿಶೀಲನೆ ಮಾಡಬೇಕು. ನಾನು ಸಹ ಸರ್ಕಾರದ ಗಮನ ಸೆಳೆಯುತ್ತೇನೆ ಎಂದರು. ಪೌರಕಾರ್ಮಿಕರ ಸಂಘದ ಜಿಲ್ಲಾಧ್ಯಕ್ಷ ಮಾತನಾಡಿ, ಪ್ರತಿಭಟನೆ ಬೆಂಬಲ ಸೂಚಿಸಿದರು. ಪುರಸಭೆ ಆಡಳಿತಾಧಿಕಾರಿ, ಪ್ರತಿಭಟನೆಯಲ್ಲಿ ಪಾಲ್ಗೊಂಡಿದ್ದರು. ಸ್ವಚ್ಛತಾ ಕಾರ್ಮಿಕರು ಇದ್ದರು. ಪೌರ ಕಾರ್ಮಿಕರ ಸಂಘದ ಅಧ್ಯಕ್ಷ ಮಾತನಾಡಿ, (358, 609, 470, 911)
host-name: ಆರ್.ಟಿ.ದ್ಯಾವೇಗೌಡ (403, 1383, 451, 1391)
fest-tagline: The Cultural Odyssey (807, 1354, 900, 1363)
story3-headline-line1: ದೊಡ್ಡಬ್ಯಾಗತವಳ್ಳಿಯಲ್ಲಿ (73, 562, 281, 595)
